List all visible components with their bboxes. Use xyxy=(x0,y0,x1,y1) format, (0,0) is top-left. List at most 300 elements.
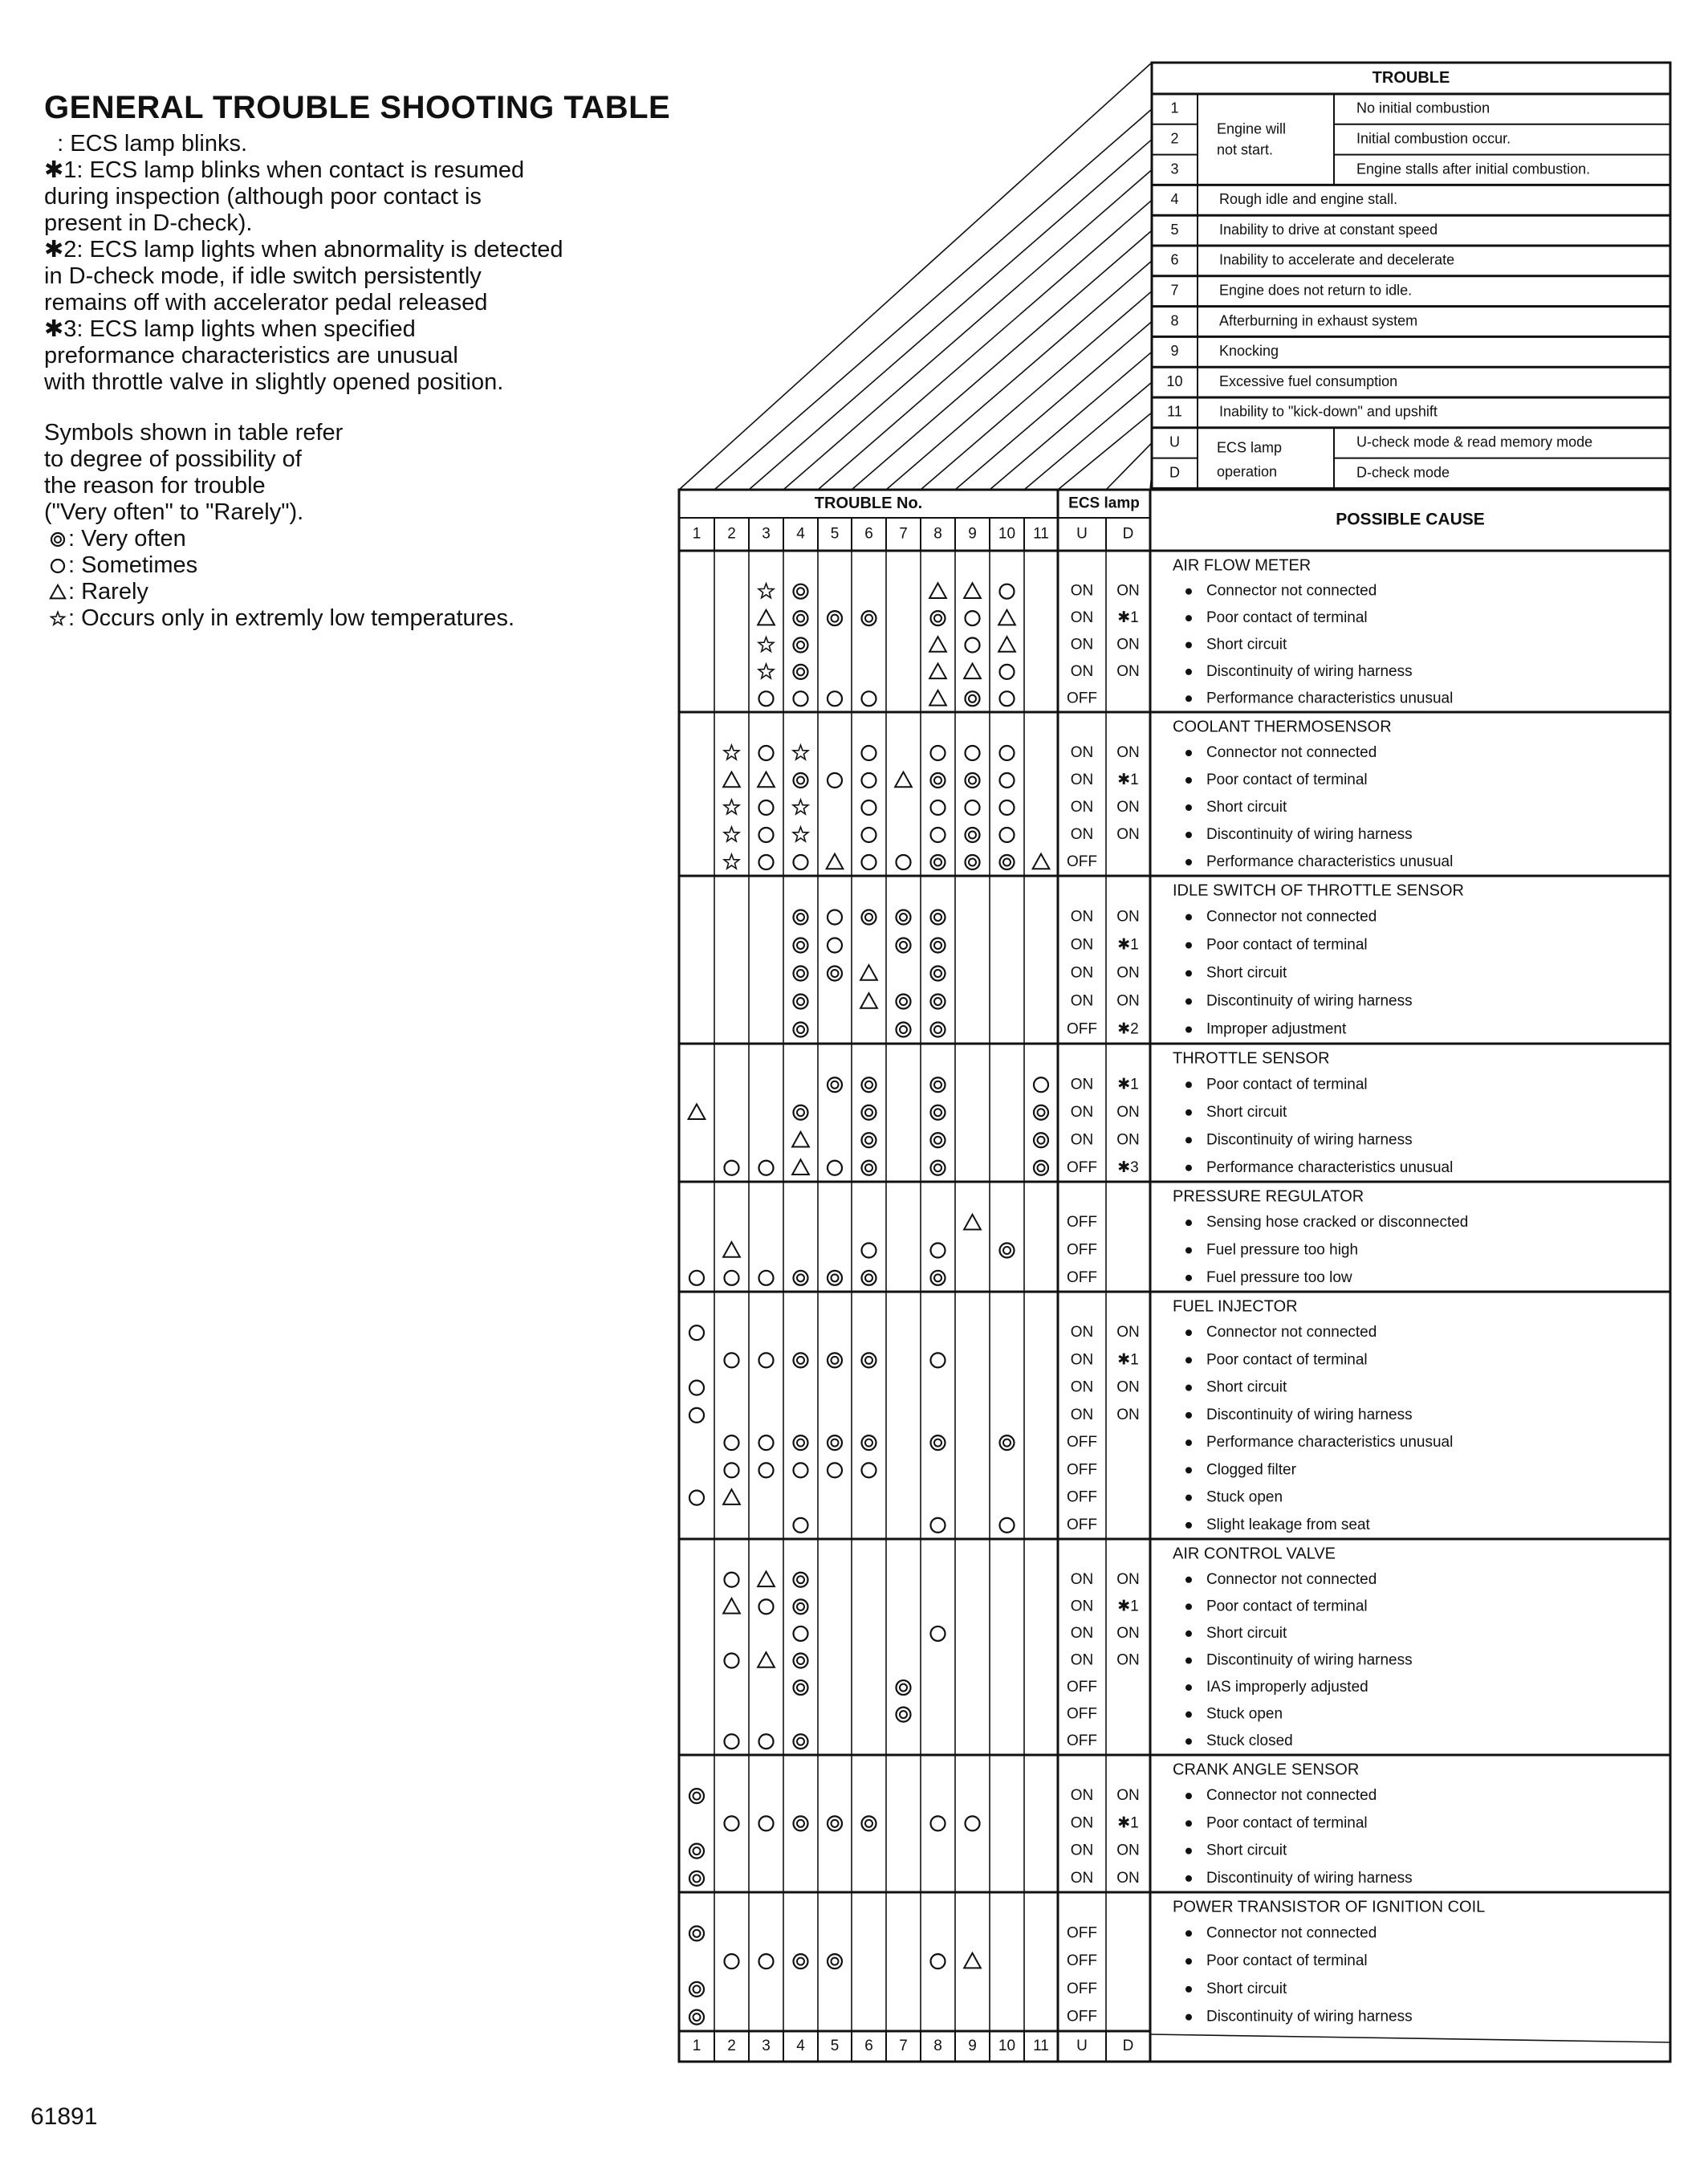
cause-item: Discontinuity of wiring harness xyxy=(1206,2008,1413,2025)
bullet-icon xyxy=(1185,1577,1192,1583)
circle-icon xyxy=(1000,1518,1015,1533)
double-circle-icon xyxy=(862,1816,876,1830)
engine-group-label: not start. xyxy=(1217,141,1274,158)
double-circle-icon xyxy=(794,1954,808,1968)
double-circle-icon xyxy=(828,1353,842,1367)
ecs-u-value: OFF xyxy=(1067,1924,1097,1942)
ecs-d-value: ✱3 xyxy=(1117,1158,1139,1176)
cause-item: Poor contact of terminal xyxy=(1206,609,1368,627)
double-circle-icon xyxy=(689,2010,704,2025)
cause-group-title: IDLE SWITCH OF THROTTLE SENSOR xyxy=(1173,881,1464,900)
double-circle-icon xyxy=(931,1023,946,1037)
double-circle-icon xyxy=(794,1573,808,1587)
cause-item: Fuel pressure too low xyxy=(1206,1268,1352,1286)
circle-icon xyxy=(862,691,876,706)
double-circle-icon xyxy=(794,1599,808,1614)
column-header: 4 xyxy=(796,525,805,543)
circle-icon xyxy=(828,773,842,788)
ecs-d-value: ✱1 xyxy=(1117,936,1139,954)
ecs-group-label: operation xyxy=(1217,463,1278,480)
note-line: ✱2: ECS lamp lights when abnormality is detected xyxy=(44,237,563,263)
ecs-u-value: ON xyxy=(1070,772,1094,789)
column-footer: 4 xyxy=(796,2038,805,2055)
circle-icon xyxy=(725,1271,739,1285)
circle-icon xyxy=(862,746,876,760)
cause-item: IAS improperly adjusted xyxy=(1206,1679,1368,1696)
bullet-icon xyxy=(1185,1793,1192,1799)
ecs-u-value: OFF xyxy=(1067,1214,1097,1232)
circle-icon xyxy=(1000,691,1015,706)
circle-icon xyxy=(966,611,980,625)
trouble-no: U xyxy=(1169,434,1180,450)
trouble-no: D xyxy=(1169,464,1180,481)
column-footer: 1 xyxy=(692,2038,702,2055)
note-line: preformance characteristics are unusual xyxy=(44,343,458,368)
ecs-d-value: ✱1 xyxy=(1117,1598,1139,1615)
circle-icon xyxy=(689,1491,704,1505)
bullet-icon xyxy=(1185,1712,1192,1718)
circle-icon xyxy=(759,1463,774,1477)
bullet-icon xyxy=(1185,1165,1192,1171)
double-circle-icon xyxy=(897,1023,911,1037)
column-header: 3 xyxy=(762,525,771,543)
ecs-u-value: ON xyxy=(1070,992,1094,1010)
ecs-d-value: ✱1 xyxy=(1117,1814,1139,1832)
double-circle-icon xyxy=(931,910,946,925)
trouble-description: Excessive fuel consumption xyxy=(1219,373,1398,389)
ecs-u-value: ON xyxy=(1070,1624,1094,1642)
triangle-icon xyxy=(860,965,877,980)
circle-icon xyxy=(966,638,980,653)
circle-icon xyxy=(759,691,774,706)
cause-item: Performance characteristics unusual xyxy=(1206,1434,1454,1451)
double-circle-icon xyxy=(794,1271,808,1285)
trouble-no: 4 xyxy=(1170,191,1179,208)
double-circle-icon xyxy=(897,938,911,953)
ecs-u-value: ON xyxy=(1070,1814,1094,1832)
triangle-icon xyxy=(964,1953,981,1968)
circle-icon xyxy=(966,746,980,760)
cause-item: Performance characteristics unusual xyxy=(1206,1158,1454,1176)
double-circle-icon xyxy=(689,1789,704,1803)
cause-group-title: CRANK ANGLE SENSOR xyxy=(1173,1761,1360,1779)
trouble-no: 7 xyxy=(1170,282,1179,299)
ecs-u-value: ON xyxy=(1070,1842,1094,1859)
ecs-d-value: ON xyxy=(1116,1131,1140,1149)
trouble-no: 6 xyxy=(1170,251,1179,268)
star-icon xyxy=(793,745,808,759)
ecs-u-value: ON xyxy=(1070,744,1094,762)
cause-item: Performance characteristics unusual xyxy=(1206,853,1454,871)
triangle-icon xyxy=(1033,854,1050,869)
ecs-d-value: ON xyxy=(1116,582,1140,600)
circle-icon xyxy=(725,1654,739,1668)
ecs-u-value: OFF xyxy=(1067,853,1097,871)
double-circle-icon xyxy=(931,1435,946,1450)
triangle-icon xyxy=(895,772,912,788)
column-header: 9 xyxy=(968,525,977,543)
triangle-icon xyxy=(998,610,1015,625)
note-line: in D-check mode, if idle switch persistently xyxy=(44,263,482,289)
bullet-icon xyxy=(1185,1248,1192,1254)
ecs-u-value: OFF xyxy=(1067,2008,1097,2025)
double-circle-icon xyxy=(862,1077,876,1092)
bullet-icon xyxy=(1185,943,1192,949)
bullet-icon xyxy=(1185,914,1192,921)
triangle-icon xyxy=(723,772,740,788)
trouble-description: Afterburning in exhaust system xyxy=(1219,312,1418,329)
column-footer: 11 xyxy=(1033,2038,1049,2055)
ecs-d-value: ✱1 xyxy=(1117,1351,1139,1369)
circle-icon xyxy=(931,1954,946,1968)
bullet-icon xyxy=(1185,642,1192,649)
ecs-u-value: ON xyxy=(1070,908,1094,926)
circle-icon xyxy=(794,1518,808,1533)
circle-icon xyxy=(759,1353,774,1367)
triangle-icon xyxy=(758,610,775,625)
bullet-icon xyxy=(1185,615,1192,621)
symbols-intro-line: Symbols shown in table refer xyxy=(44,420,344,446)
column-header: 6 xyxy=(864,525,873,543)
double-circle-icon xyxy=(794,1734,808,1749)
ecs-u-value: ON xyxy=(1070,582,1094,600)
bullet-icon xyxy=(1185,2014,1192,2021)
double-circle-icon xyxy=(828,1816,842,1830)
circle-icon xyxy=(759,1954,774,1968)
circle-icon xyxy=(1034,1077,1048,1092)
bullet-icon xyxy=(1185,1275,1192,1281)
double-circle-icon xyxy=(897,1708,911,1722)
circle-icon xyxy=(794,1463,808,1477)
column-header: 5 xyxy=(830,525,840,543)
circle-icon xyxy=(1000,828,1015,842)
trouble-description: Rough idle and engine stall. xyxy=(1219,191,1398,208)
circle-icon xyxy=(759,828,774,842)
column-footer: 9 xyxy=(968,2038,977,2055)
circle-icon xyxy=(828,1161,842,1175)
circle-icon xyxy=(759,1161,774,1175)
circle-icon xyxy=(862,1463,876,1477)
triangle-icon xyxy=(929,583,946,598)
circle-icon xyxy=(897,855,911,869)
double-circle-icon xyxy=(794,1435,808,1450)
cause-item: Sensing hose cracked or disconnected xyxy=(1206,1214,1469,1232)
trouble-description: U-check mode & read memory mode xyxy=(1356,434,1593,450)
double-circle-icon xyxy=(931,773,946,788)
cause-item: Connector not connected xyxy=(1206,1924,1377,1942)
cause-item: Discontinuity of wiring harness xyxy=(1206,1869,1413,1887)
page-title: GENERAL TROUBLE SHOOTING TABLE xyxy=(44,90,671,125)
trouble-no: 5 xyxy=(1170,221,1179,238)
ecs-d-value: ✱1 xyxy=(1117,772,1139,789)
circle-icon xyxy=(931,1518,946,1533)
cause-item: Poor contact of terminal xyxy=(1206,1076,1368,1093)
bullet-icon xyxy=(1185,588,1192,595)
circle-icon xyxy=(725,1353,739,1367)
circle-icon xyxy=(794,1626,808,1641)
bullet-icon xyxy=(1185,1848,1192,1854)
circle-icon xyxy=(1000,800,1015,815)
circle-icon xyxy=(862,800,876,815)
column-header: 8 xyxy=(933,525,942,543)
trouble-description: D-check mode xyxy=(1356,464,1450,481)
ecs-u-value: ON xyxy=(1070,1076,1094,1093)
double-circle-icon xyxy=(862,1105,876,1120)
double-circle-icon xyxy=(794,938,808,953)
double-circle-icon xyxy=(828,967,842,981)
double-circle-icon xyxy=(931,1077,946,1092)
double-circle-icon xyxy=(862,1133,876,1147)
circle-icon xyxy=(1000,584,1015,599)
cause-item: Connector not connected xyxy=(1206,744,1377,762)
double-circle-icon xyxy=(828,1077,842,1092)
ecs-d-value: ✱1 xyxy=(1117,609,1139,627)
bullet-icon xyxy=(1185,695,1192,702)
cause-item: Poor contact of terminal xyxy=(1206,1814,1368,1832)
symbol-label: : Occurs only in extremly low temperatures. xyxy=(68,605,515,631)
ecs-u-value: ON xyxy=(1070,1787,1094,1805)
star-icon xyxy=(724,745,739,759)
circle-icon xyxy=(828,910,842,925)
triangle-icon xyxy=(860,993,877,1008)
bullet-icon xyxy=(1185,1522,1192,1529)
double-circle-icon xyxy=(794,665,808,679)
double-circle-icon xyxy=(794,638,808,653)
bullet-icon xyxy=(1185,999,1192,1005)
cause-item: Short circuit xyxy=(1206,1980,1287,1997)
ecs-u-value: ON xyxy=(1070,1598,1094,1615)
double-circle-icon xyxy=(794,773,808,788)
trouble-table-heading: TROUBLE xyxy=(1372,68,1450,87)
ecs-d-value: ON xyxy=(1116,1324,1140,1341)
triangle-icon xyxy=(964,664,981,679)
double-circle-icon xyxy=(794,1105,808,1120)
circle-icon xyxy=(931,828,946,842)
cause-item: Stuck open xyxy=(1206,1705,1283,1723)
triangle-icon xyxy=(723,1489,740,1504)
double-circle-icon xyxy=(931,855,946,869)
circle-icon xyxy=(966,1816,980,1830)
star-icon xyxy=(793,827,808,841)
trouble-no: 11 xyxy=(1167,403,1182,420)
cause-item: Poor contact of terminal xyxy=(1206,1351,1368,1369)
cause-item: Discontinuity of wiring harness xyxy=(1206,1406,1413,1423)
bullet-icon xyxy=(1185,1467,1192,1473)
circle-icon xyxy=(931,800,946,815)
ecs-u-value: OFF xyxy=(1067,1020,1097,1038)
double-circle-icon xyxy=(1034,1161,1048,1175)
ecs-u-value: ON xyxy=(1070,1651,1094,1669)
bullet-icon xyxy=(1185,1027,1192,1033)
circle-icon xyxy=(966,800,980,815)
ecs-d-value: ✱2 xyxy=(1117,1020,1139,1038)
trouble-description: Inability to accelerate and decelerate xyxy=(1219,251,1455,268)
column-header: D xyxy=(1122,525,1134,543)
trouble-no: 2 xyxy=(1170,130,1179,147)
ecs-u-value: OFF xyxy=(1067,1434,1097,1451)
double-circle-icon xyxy=(966,855,980,869)
cause-item: Short circuit xyxy=(1206,1103,1287,1121)
bullet-icon xyxy=(1185,1137,1192,1143)
cause-group-title: AIR CONTROL VALVE xyxy=(1173,1545,1336,1563)
triangle-icon xyxy=(929,637,946,652)
bullet-icon xyxy=(1185,971,1192,977)
bullet-icon xyxy=(1185,1385,1192,1391)
star-icon xyxy=(758,637,774,652)
double-circle-icon xyxy=(828,611,842,625)
circle-icon xyxy=(725,1734,739,1749)
double-circle-icon xyxy=(1000,855,1015,869)
double-circle-icon xyxy=(1000,1244,1015,1258)
triangle-icon xyxy=(758,1571,775,1586)
ecs-u-value: ON xyxy=(1070,1131,1094,1149)
note-line: ✱3: ECS lamp lights when specified xyxy=(44,316,416,342)
cause-item: Discontinuity of wiring harness xyxy=(1206,1131,1413,1149)
cause-item: Discontinuity of wiring harness xyxy=(1206,992,1413,1010)
circle-icon xyxy=(1000,665,1015,679)
double-circle-icon xyxy=(794,1816,808,1830)
column-footer: 6 xyxy=(864,2038,873,2055)
cause-item: Clogged filter xyxy=(1206,1461,1296,1479)
column-footer: D xyxy=(1122,2038,1134,2055)
double-circle-icon xyxy=(1000,1435,1015,1450)
cause-item: Connector not connected xyxy=(1206,582,1377,600)
trouble-description: Inability to drive at constant speed xyxy=(1219,221,1438,238)
bullet-icon xyxy=(1185,669,1192,675)
double-circle-icon xyxy=(862,1271,876,1285)
circle-icon xyxy=(794,855,808,869)
cause-item: Connector not connected xyxy=(1206,1324,1377,1341)
double-circle-icon xyxy=(689,1844,704,1859)
cause-item: Improper adjustment xyxy=(1206,1020,1347,1038)
circle-icon xyxy=(931,1244,946,1258)
bullet-icon xyxy=(1185,1986,1192,1993)
triangle-icon xyxy=(998,637,1015,652)
column-footer: 2 xyxy=(727,2038,736,2055)
double-circle-icon xyxy=(1034,1133,1048,1147)
double-circle-icon xyxy=(931,1133,946,1147)
circle-icon xyxy=(689,1408,704,1423)
circle-icon xyxy=(759,1734,774,1749)
cause-item: Poor contact of terminal xyxy=(1206,936,1368,954)
circle-icon xyxy=(725,1816,739,1830)
double-circle-icon xyxy=(794,584,808,599)
triangle-icon xyxy=(723,1242,740,1257)
ecs-d-value: ✱1 xyxy=(1117,1076,1139,1093)
ecs-d-value: ON xyxy=(1116,636,1140,653)
cause-group-title: COOLANT THERMOSENSOR xyxy=(1173,718,1392,736)
bullet-icon xyxy=(1185,859,1192,865)
note-line: during inspection (although poor contact is xyxy=(44,184,482,210)
triangle-icon xyxy=(929,690,946,706)
trouble-no: 3 xyxy=(1170,161,1179,177)
double-circle-icon xyxy=(794,1353,808,1367)
cause-item: Performance characteristics unusual xyxy=(1206,690,1454,707)
cause-item: Connector not connected xyxy=(1206,1570,1377,1588)
ecs-d-value: ON xyxy=(1116,1651,1140,1669)
ecs-u-value: OFF xyxy=(1067,1980,1097,1997)
bullet-icon xyxy=(1185,1412,1192,1419)
ecs-d-value: ON xyxy=(1116,826,1140,844)
triangle-icon xyxy=(792,1159,809,1175)
column-footer: 7 xyxy=(899,2038,908,2055)
star-icon xyxy=(724,827,739,841)
bullet-icon xyxy=(1185,1684,1192,1691)
ecs-u-value: ON xyxy=(1070,1103,1094,1121)
triangle-icon xyxy=(689,1104,706,1119)
ecs-lamp-header: ECS lamp xyxy=(1068,495,1140,512)
ecs-group-label: ECS lamp xyxy=(1217,439,1283,456)
trouble-description: Engine does not return to idle. xyxy=(1219,282,1413,299)
ecs-d-value: ON xyxy=(1116,1406,1140,1423)
double-circle-icon xyxy=(794,1023,808,1037)
circle-icon xyxy=(725,1573,739,1587)
cause-group-title: FUEL INJECTOR xyxy=(1173,1297,1298,1316)
bullet-icon xyxy=(1185,777,1192,784)
ecs-u-value: OFF xyxy=(1067,1488,1097,1506)
star-icon xyxy=(758,584,774,598)
cause-group-title: THROTTLE SENSOR xyxy=(1173,1049,1330,1068)
trouble-no: 10 xyxy=(1166,373,1183,389)
bullet-icon xyxy=(1185,1109,1192,1116)
double-circle-icon xyxy=(828,1435,842,1450)
ecs-d-value: ON xyxy=(1116,1378,1140,1396)
ecs-d-value: ON xyxy=(1116,908,1140,926)
trouble-no: 9 xyxy=(1170,343,1179,360)
double-circle-icon xyxy=(897,1680,911,1695)
double-circle-icon xyxy=(828,1271,842,1285)
bullet-icon xyxy=(1185,750,1192,756)
circle-icon xyxy=(828,691,842,706)
double-circle-icon xyxy=(1034,1105,1048,1120)
trouble-description: No initial combustion xyxy=(1356,100,1490,116)
trouble-description: Inability to "kick-down" and upshift xyxy=(1219,403,1438,420)
double-circle-icon xyxy=(862,1353,876,1367)
cause-item: Stuck closed xyxy=(1206,1732,1293,1750)
double-circle-icon xyxy=(794,1654,808,1668)
column-header: 7 xyxy=(899,525,908,543)
note-line: remains off with accelerator pedal released xyxy=(44,290,488,316)
bullet-icon xyxy=(1185,1875,1192,1882)
note-line: : ECS lamp blinks. xyxy=(44,131,248,157)
triangle-icon xyxy=(827,854,844,869)
bullet-icon xyxy=(1185,1658,1192,1664)
double-circle-icon xyxy=(931,611,946,625)
ecs-u-value: ON xyxy=(1070,964,1094,982)
double-circle-icon xyxy=(931,938,946,953)
trouble-no: 1 xyxy=(1170,100,1179,116)
bullet-icon xyxy=(1185,1329,1192,1336)
star-icon xyxy=(724,800,739,814)
ecs-u-value: ON xyxy=(1070,1324,1094,1341)
symbol-label: : Rarely xyxy=(68,579,148,605)
triangle-icon xyxy=(964,583,981,598)
double-circle-icon xyxy=(931,967,946,981)
circle-icon xyxy=(689,1271,704,1285)
note-line: with throttle valve in slightly opened position. xyxy=(44,369,504,395)
bullet-icon xyxy=(1185,1958,1192,1964)
circle-icon xyxy=(759,855,774,869)
cause-group-title: POWER TRANSISTOR OF IGNITION COIL xyxy=(1173,1898,1486,1916)
trouble-no-header: TROUBLE No. xyxy=(814,494,923,512)
double-circle-icon xyxy=(862,1435,876,1450)
circle-icon xyxy=(725,1161,739,1175)
ecs-d-value: ON xyxy=(1116,1570,1140,1588)
figure-number: 61891 xyxy=(31,2103,98,2130)
bullet-icon xyxy=(1185,1495,1192,1501)
cause-item: Short circuit xyxy=(1206,799,1287,816)
symbol-label: : Sometimes xyxy=(68,552,198,578)
